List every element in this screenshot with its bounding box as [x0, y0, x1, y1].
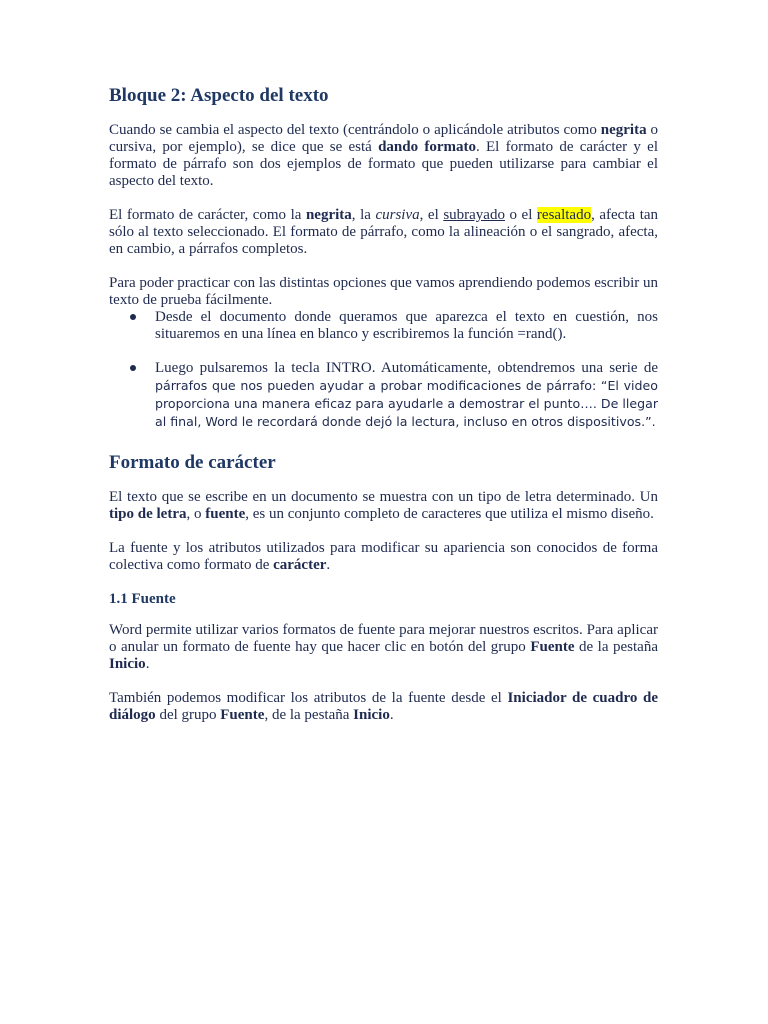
text-run: Word permite utilizar varios formatos de fuente para mejorar nuestros escritos. Para aplicar o anular un formato de fuente hay que hacer clic en botón del grupo: [109, 622, 658, 655]
text-run: El texto que se escribe en un documento se muestra con un tipo de letra determinado. Un: [109, 489, 658, 505]
bold-text: Fuente: [530, 639, 575, 655]
paragraph-practice: Para poder practicar con las distintas opciones que vamos aprendiendo podemos escribir un texto de prueba fácilmente.: [109, 275, 659, 308]
paragraph-intro: [109, 122, 658, 190]
bold-text: fuente: [205, 506, 246, 522]
text-run: El formato de carácter, como la: [109, 207, 306, 223]
section-heading-bloque-2: Bloque 2: Aspecto del texto: [109, 85, 329, 106]
document-page: [109, 84, 658, 724]
text-run: de la pestaña: [574, 639, 658, 655]
bold-text: carácter: [273, 557, 327, 573]
text-run: . El formato de carácter y el formato de párrafo son dos ejemplos de formato que pueden utilizarse para cambiar el aspecto del texto.: [109, 139, 658, 189]
bullet-text: Desde el documento donde queramos que aparezca el texto en cuestión, nos situaremos en una línea en blanco y escribiremos la función =rand().: [155, 309, 658, 342]
paragraph-word-fonts: [109, 622, 658, 673]
text-run: .: [145, 656, 150, 672]
text-run: .: [326, 557, 331, 573]
text-run: Cuando se cambia el aspecto del texto (centrándolo o aplicándole atributos como: [109, 122, 601, 138]
text-run: , afecta tan sólo al texto seleccionado. El formato de párrafo, como la alineación o el sangrado, afecta, en cambio, a párrafos completos.: [109, 207, 659, 257]
bold-text: dando formato: [378, 139, 476, 155]
bullet-dot-icon: [130, 365, 136, 371]
paragraph-character-format: [109, 207, 658, 258]
list-item: [109, 360, 658, 431]
bold-text: Iniciador de cuadro de diálogo: [109, 690, 658, 723]
bold-example: negrita: [305, 207, 352, 223]
text-run: , el: [419, 207, 444, 223]
underline-example: subrayado: [443, 207, 505, 223]
highlight-example: resaltado: [536, 207, 592, 223]
text-run: o el: [504, 207, 537, 223]
bullet-text: [155, 360, 658, 431]
text-run: del grupo: [155, 707, 221, 723]
bold-text: Inicio: [109, 656, 146, 672]
text-run: o cursiva, por ejemplo), se dice que se está: [109, 122, 659, 155]
text-run: , la: [351, 207, 376, 223]
bold-text: tipo de letra: [109, 506, 187, 522]
text-run: La fuente y los atributos utilizados para modificar su apariencia son conocidos de forma colectiva como formato de: [109, 540, 658, 573]
text-run: , de la pestaña: [264, 707, 354, 723]
subheading-fuente: 1.1 Fuente: [109, 591, 176, 607]
text-run: También podemos modificar los atributos de la fuente desde el: [109, 690, 508, 706]
paragraph-font-type: [109, 489, 658, 523]
italic-example: cursiva: [375, 207, 420, 223]
bullet-dot-icon: [130, 314, 136, 320]
text-run: .: [389, 707, 394, 723]
bold-text: negrita: [600, 122, 647, 138]
paragraph-dialog-launcher: [109, 690, 658, 724]
text-run: , es un conjunto completo de caracteres que utiliza el mismo diseño.: [245, 506, 654, 522]
bullet-list: [109, 309, 658, 431]
section-heading-formato-caracter: Formato de carácter: [109, 452, 276, 473]
paragraph-font-attributes: [109, 540, 658, 574]
bold-text: Inicio: [353, 707, 390, 723]
text-run: Luego pulsaremos la tecla INTRO. Automáticamente, obtendremos una serie de: [155, 360, 658, 376]
sample-text-run: párrafos que nos pueden ayudar a probar modificaciones de párrafo: “El video proporciona una manera eficaz para ayudarle a demostrar el punto…. De llegar al final, Word le recordará donde dejó la lectura, incluso en otros dispositivos.”.: [155, 378, 658, 429]
text-run: , o: [186, 506, 206, 522]
bold-text: Fuente: [220, 707, 265, 723]
list-item: [109, 309, 658, 343]
